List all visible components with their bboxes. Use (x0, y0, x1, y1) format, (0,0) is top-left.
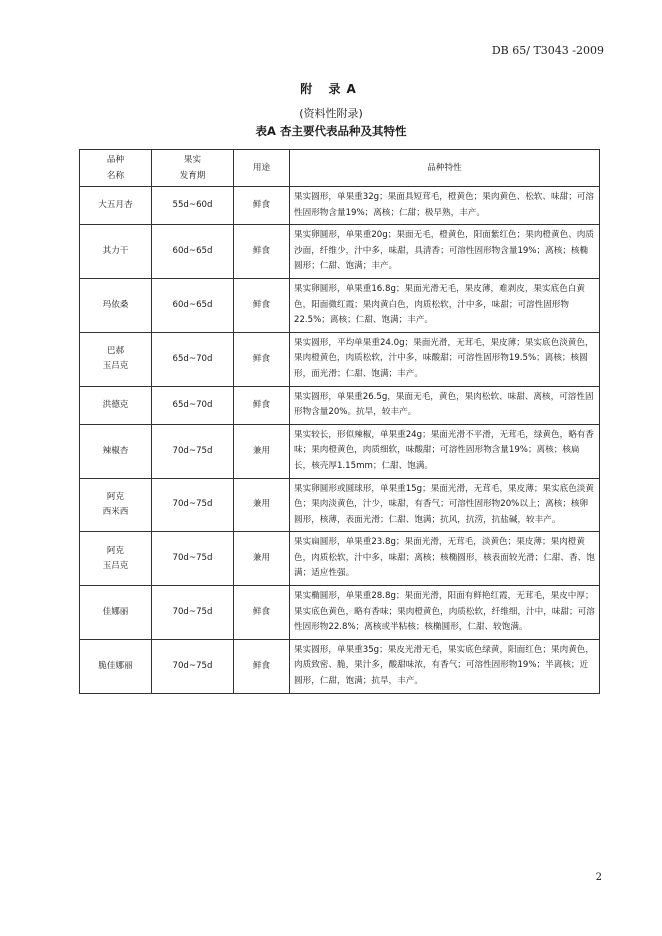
variety-table (79, 149, 600, 694)
development-period: 70d~75d (152, 586, 234, 640)
usage: 鲜食 (234, 278, 290, 332)
variety-name: 佳娜丽 (102, 606, 129, 617)
variety-name-cell (80, 532, 152, 586)
table-row (80, 424, 600, 478)
variety-name-cell (80, 478, 152, 532)
usage: 鲜食 (234, 386, 290, 424)
table-row (80, 187, 600, 225)
appendix-title: 附 录A (300, 82, 362, 96)
usage: 鲜食 (234, 187, 290, 225)
usage: 鲜食 (234, 586, 290, 640)
appendix-subtitle: (资料性附录) (299, 107, 363, 120)
header-name-line2: 名称 (106, 171, 125, 181)
header-use: 用途 (234, 150, 290, 187)
variety-name: 其力干 (102, 246, 129, 257)
header-name-line1: 品种 (106, 155, 125, 165)
table-row (80, 532, 600, 586)
variety-name: 巴郝 (106, 346, 125, 357)
usage: 鲜食 (234, 225, 290, 279)
usage: 兼用 (234, 478, 290, 532)
usage: 兼用 (234, 424, 290, 478)
variety-traits: 果实扁圆形，单果重23.8g；果面光滑，无茸毛，淡黄色；果皮薄；果肉橙黄色，肉质松软，汁中多，味甜；离核；核椭圆形，核表面较光滑；仁甜、香、饱满；适应性强。 (290, 532, 600, 586)
variety-traits: 果实圆形，单果重32g；果面具短茸毛，橙黄色；果肉黄色、松软、味甜；可溶性固形物含量19%；离核；仁甜；极早熟，丰产。 (290, 187, 600, 225)
variety-name-cell (80, 332, 152, 386)
variety-name-cell (80, 225, 152, 279)
header-name (80, 150, 152, 187)
development-period: 70d~75d (152, 639, 234, 693)
table-row (80, 225, 600, 279)
variety-name: 大五月杏 (98, 200, 133, 211)
table-row (80, 586, 600, 640)
header-period (152, 150, 234, 187)
development-period: 60d~65d (152, 278, 234, 332)
variety-name-cell (80, 586, 152, 640)
variety-name: 玉吕克 (102, 560, 129, 571)
usage: 鲜食 (234, 332, 290, 386)
variety-name: 洪德克 (102, 399, 129, 410)
variety-name: 阿克 (106, 545, 125, 556)
table-header-row (80, 150, 600, 187)
variety-traits: 果实圆形，平均单果重24.0g；果面光滑，无茸毛，果皮薄；果实底色淡黄色，果肉橙黄色，肉质松软，汁中多，味酸甜；可溶性固形物19.5%；离核；核圆形，面光滑；仁甜、饱满；丰产。 (290, 332, 600, 386)
development-period: 60d~65d (152, 225, 234, 279)
table-row (80, 639, 600, 693)
development-period: 55d~60d (152, 187, 234, 225)
variety-name-cell (80, 187, 152, 225)
variety-traits: 果实卵圆形，单果重20g；果面无毛，橙黄色，阳面紫红色；果肉橙黄色、肉质沙面，纤维少，汁中多，味甜，具清香；可溶性固形物含量19%；离核；核椭圆形；仁甜、饱满；丰产。 (290, 225, 600, 279)
table-title: 表A 杏主要代表品种及其特性 (255, 124, 407, 138)
variety-name: 玉吕克 (102, 361, 129, 372)
variety-traits: 果实椭圆形，单果重28.8g；果面光滑，阳面有鲜艳红霞，无茸毛，果皮中厚；果实底色黄色，略有香味；果肉橙黄色，肉质松软，纤维细，汁中，味甜；可溶性固形物22.8%；离核或半粘核；核椭圆形，仁甜、较饱满。 (290, 586, 600, 640)
development-period: 65d~70d (152, 332, 234, 386)
table-row (80, 478, 600, 532)
development-period: 70d~75d (152, 532, 234, 586)
header-period-line2: 发育期 (179, 171, 206, 181)
development-period: 70d~75d (152, 478, 234, 532)
usage: 鲜食 (234, 639, 290, 693)
development-period: 65d~70d (152, 386, 234, 424)
variety-traits: 果实卵圆形或圆球形，单果重15g；果面光滑，无茸毛，果皮薄；果实底色淡黄色；果肉淡黄色，汁少，味甜，有香气；可溶性固形物20%以上；离核；核卵圆形，核薄，表面光滑；仁甜、饱满；抗风，抗涝，抗盐碱，较丰产。 (290, 478, 600, 532)
variety-name: 脆佳娜丽 (98, 660, 133, 671)
table-row (80, 332, 600, 386)
variety-name-cell (80, 424, 152, 478)
development-period: 70d~75d (152, 424, 234, 478)
doc-code: DB 65/ T3043 -2009 (491, 44, 604, 57)
variety-name: 玛依桑 (102, 299, 129, 310)
header-traits: 品种特性 (290, 150, 600, 187)
variety-name-cell (80, 386, 152, 424)
table-row (80, 386, 600, 424)
table-row (80, 278, 600, 332)
variety-traits: 果实圆形，单果重26.5g，果面无毛，黄色，果肉松软、味甜、离核，可溶性固形物含量20%。抗旱，较丰产。 (290, 386, 600, 424)
page-number: 2 (595, 872, 602, 883)
variety-name-cell (80, 278, 152, 332)
variety-name: 西米西 (102, 506, 129, 517)
variety-traits: 果实较长，形似辣椒，单果重24g；果面光滑不平滑，无茸毛，绿黄色，略有香味；果肉橙黄色，肉质细软，味酸甜；可溶性固形物含量19%；离核；核扁长，核壳厚1.15mm；仁甜、饱满。 (290, 424, 600, 478)
usage: 兼用 (234, 532, 290, 586)
variety-name: 辣椒杏 (102, 445, 129, 456)
header-period-line1: 果实 (183, 155, 202, 165)
variety-name-cell (80, 639, 152, 693)
variety-name: 阿克 (106, 491, 125, 502)
variety-traits: 果实圆形，单果重35g；果皮光滑无毛，果实底色绿黄，阳面红色；果肉黄色，肉质致密、脆，果汁多，酸甜味浓，有香气；可溶性固形物19%；半离核；近圆形，仁甜，饱满；抗旱，丰产。 (290, 639, 600, 693)
variety-traits: 果实卵圆形，单果重16.8g；果面光滑无毛，果皮薄，难剥皮，果实底色白黄色，阳面微红霞；果肉黄白色，肉质松软，汁中多，味甜；可溶性固形物22.5%；离核；仁甜、饱满；丰产。 (290, 278, 600, 332)
